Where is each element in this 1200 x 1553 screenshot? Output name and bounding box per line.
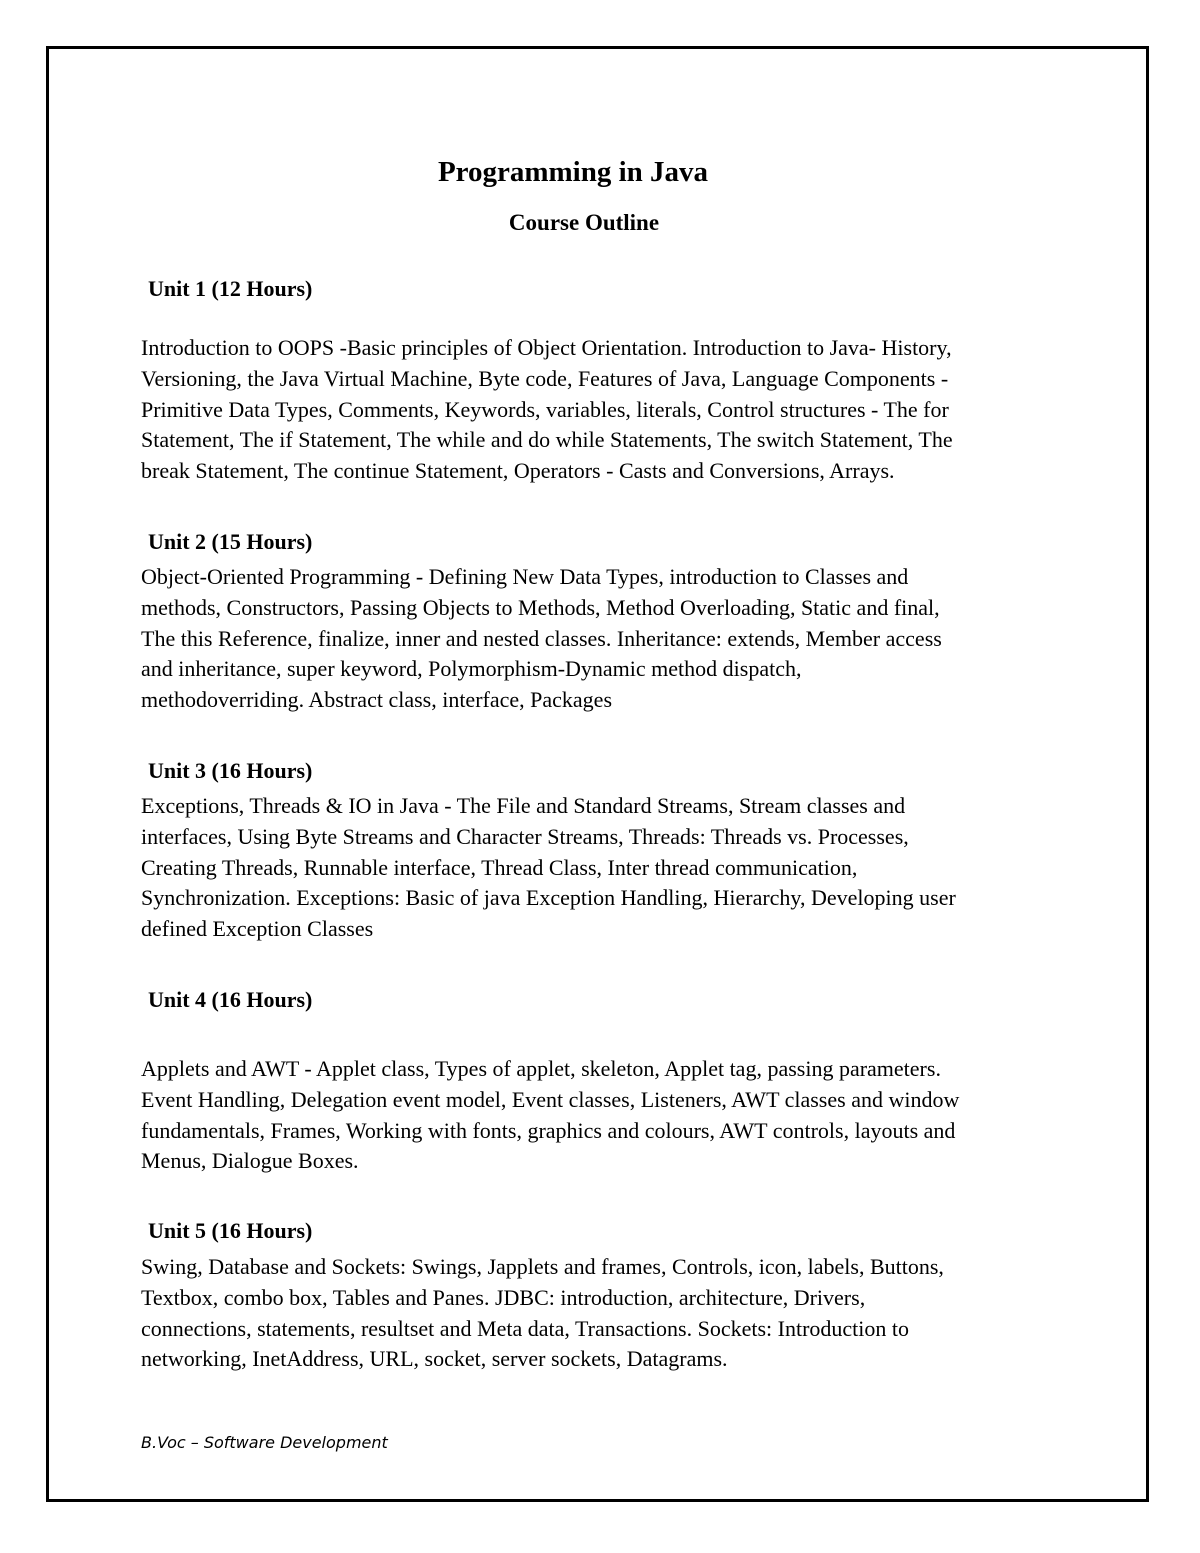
unit-3-line: Synchronization. Exceptions: Basic of java Exception Handling, Hierarchy, Developing user xyxy=(141,885,956,911)
unit-2-line: methodoverriding. Abstract class, interface, Packages xyxy=(141,687,613,713)
unit-4-line: Applets and AWT - Applet class, Types of applet, skeleton, Applet tag, passing parameters. xyxy=(141,1056,941,1081)
document-title: Programming in Java xyxy=(437,156,709,188)
unit-4-heading: Unit 4 (16 Hours) xyxy=(148,987,313,1012)
unit-2-heading: Unit 2 (15 Hours) xyxy=(148,529,313,554)
unit-3-line: interfaces, Using Byte Streams and Character Streams, Threads: Threads vs. Processes, xyxy=(141,823,909,849)
page-footer: B.Voc – Software Development xyxy=(141,1433,388,1452)
unit-3-line: Creating Threads, Runnable interface, Thread Class, Inter thread communication, xyxy=(141,854,858,880)
unit-1-line: Statement, The if Statement, The while and do while Statements, The switch Statement, The xyxy=(141,427,953,453)
document-subtitle: Course Outline xyxy=(508,210,660,235)
unit-5-line: connections, statements, resultset and Meta data, Transactions. Sockets: Introduction to xyxy=(141,1315,910,1341)
unit-4-line: fundamentals, Frames, Working with fonts, graphics and colours, AWT controls, layouts and xyxy=(141,1117,956,1143)
unit-3-heading: Unit 3 (16 Hours) xyxy=(148,758,313,783)
unit-5-line: Textbox, combo box, Tables and Panes. JDBC: introduction, architecture, Drivers, xyxy=(141,1284,866,1310)
unit-2-line: and inheritance, super keyword, Polymorphism-Dynamic method dispatch, xyxy=(141,656,802,682)
unit-5-line: Swing, Database and Sockets: Swings, Japplets and frames, Controls, icon, labels, Buttons, xyxy=(141,1254,944,1279)
unit-1-line: Introduction to OOPS -Basic principles of Object Orientation. Introduction to Java- History, xyxy=(141,335,952,360)
unit-4-line: Event Handling, Delegation event model, Event classes, Listeners, AWT classes and window xyxy=(141,1086,960,1112)
unit-5-line: networking, InetAddress, URL, socket, server sockets, Datagrams. xyxy=(141,1346,728,1372)
unit-1-line: break Statement, The continue Statement, Operators - Casts and Conversions, Arrays. xyxy=(141,458,895,484)
unit-2-line: methods, Constructors, Passing Objects to Methods, Method Overloading, Static and final, xyxy=(141,594,940,620)
unit-2-body xyxy=(141,562,1111,716)
unit-5-body xyxy=(141,1252,1111,1375)
unit-1-line: Versioning, the Java Virtual Machine, Byte code, Features of Java, Language Components - xyxy=(141,365,949,391)
unit-4-body xyxy=(141,1054,1111,1177)
unit-4-line: Menus, Dialogue Boxes. xyxy=(141,1148,359,1174)
unit-1-body xyxy=(141,333,1111,487)
unit-3-line: defined Exception Classes xyxy=(141,916,374,942)
unit-1-heading: Unit 1 (12 Hours) xyxy=(148,276,313,301)
unit-1-line: Primitive Data Types, Comments, Keywords, variables, literals, Control structures - The for xyxy=(141,396,949,422)
unit-5-heading: Unit 5 (16 Hours) xyxy=(148,1218,313,1243)
unit-2-line: Object-Oriented Programming - Defining New Data Types, introduction to Classes and xyxy=(141,564,909,589)
unit-3-line: Exceptions, Threads & IO in Java - The File and Standard Streams, Stream classes and xyxy=(141,793,906,818)
unit-2-line: The this Reference, finalize, inner and nested classes. Inheritance: extends, Member access xyxy=(141,625,942,651)
unit-3-body xyxy=(141,791,1111,945)
